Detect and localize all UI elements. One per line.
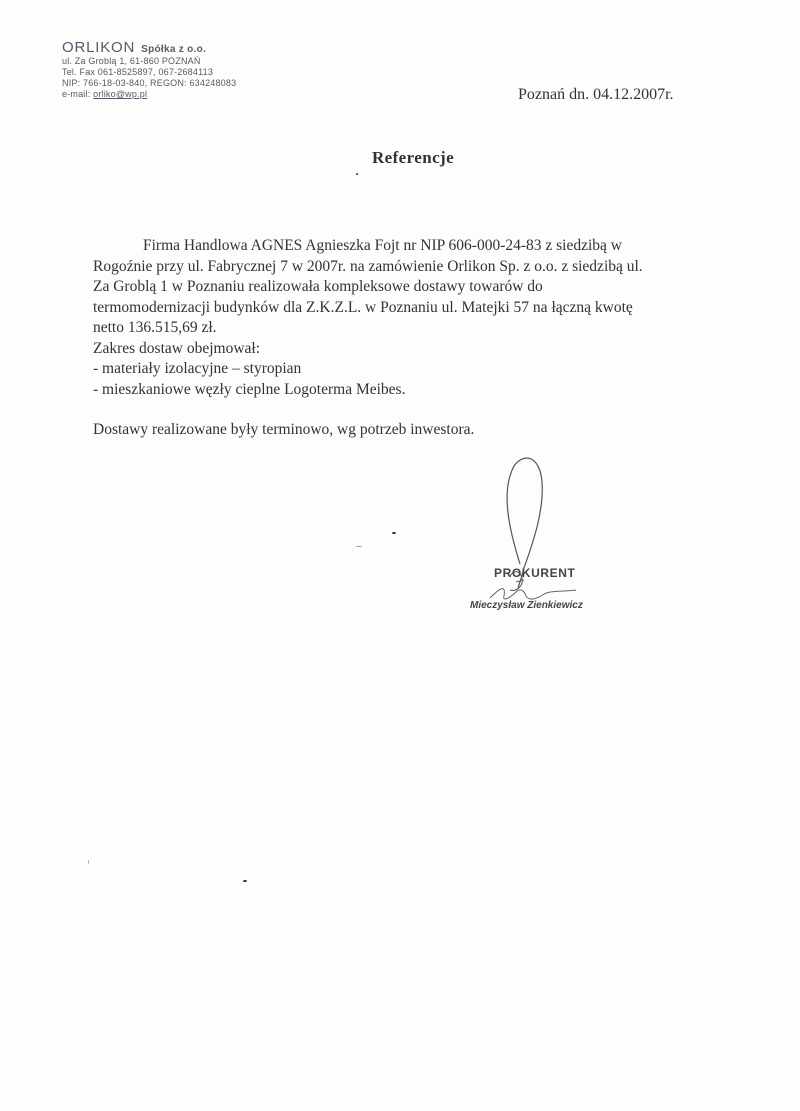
scope-intro: Zakres dostaw obejmował: bbox=[93, 339, 261, 357]
scan-speck bbox=[88, 860, 89, 864]
company-phone: Tel. Fax 061-8525897, 067-2684113 bbox=[62, 67, 214, 77]
company-email bbox=[62, 90, 236, 99]
paragraph-gap bbox=[93, 400, 653, 420]
company-header bbox=[62, 40, 236, 55]
main-paragraph: Firma Handlowa AGNES Agnieszka Fojt nr NIP 606-000-24-83 z siedzibą w Rogoźnie przy ul. Fabrycznej 7 w 2007r. na zamówienie Orlikon Sp. z o.o. z siedzibą ul. Za Groblą 1 w Poznaniu realizowała kompleksowe dostawy towarów do termomodernizacji budynków dla Z.K.Z.L. w Poznaniu ul. Matejki 57 na łączną kwotę netto 136.515,69 zł. bbox=[93, 237, 643, 336]
company-ids: NIP: 766-18-03-840, REGON: 634248083 bbox=[62, 78, 237, 88]
scan-speck bbox=[392, 532, 396, 534]
closing-sentence: Dostawy realizowane były terminowo, wg potrzeb inwestora. bbox=[93, 421, 475, 438]
document-date: Poznań dn. 04.12.2007r. bbox=[518, 86, 674, 103]
scope-item: - materiały izolacyjne – styropian bbox=[93, 360, 302, 377]
scan-speck bbox=[243, 880, 247, 882]
scan-speck bbox=[356, 173, 358, 175]
scope-item: - mieszkaniowe węzły cieplne Logoterma Meibes. bbox=[93, 380, 406, 398]
letter-body bbox=[93, 236, 653, 441]
email-label: e-mail: bbox=[62, 89, 91, 99]
company-address: ul. Za Groblą 1, 61-860 POZNAŃ bbox=[62, 56, 201, 66]
company-stamp bbox=[62, 40, 236, 99]
scan-speck bbox=[356, 546, 362, 547]
company-name: ORLIKON bbox=[62, 39, 136, 56]
company-form: Spółka z o.o. bbox=[141, 44, 207, 55]
signer-role: PROKURENT bbox=[494, 566, 576, 580]
handwritten-signature bbox=[480, 452, 640, 622]
signer-name: Mieczysław Zienkiewicz bbox=[470, 600, 583, 611]
document-title: Referencje bbox=[372, 148, 455, 167]
email-value: orliko@wp.pl bbox=[93, 89, 148, 99]
